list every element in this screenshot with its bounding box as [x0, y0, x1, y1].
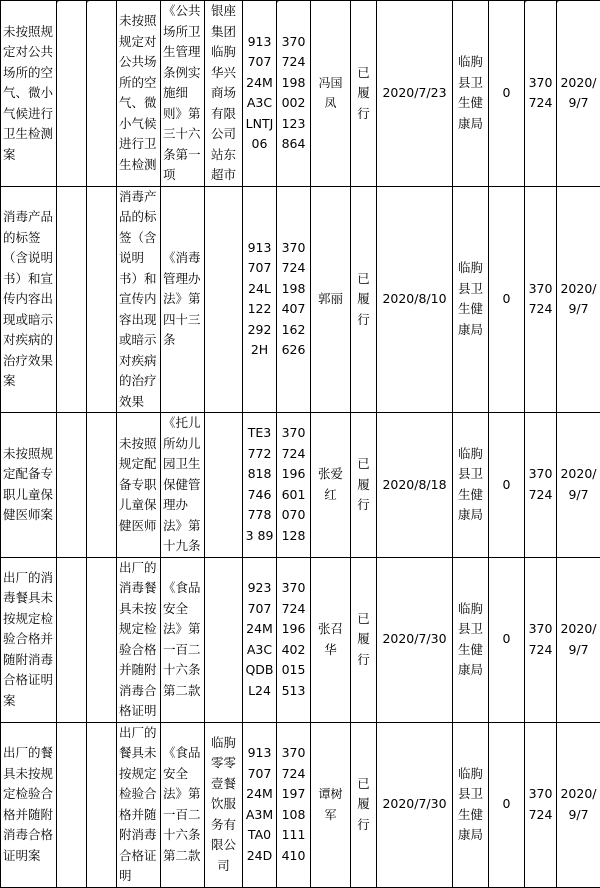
publish-date-cell: 2020/9/7 [557, 186, 600, 413]
legal-basis-cell: 《食品安全法》第一百二十六条第二款 [161, 557, 205, 722]
area-code-cell: 370724 [525, 1, 557, 187]
status-cell: 已履行 [351, 722, 377, 887]
table-row [1, 722, 600, 887]
area-code-cell: 370724 [525, 186, 557, 413]
credit-code-cell: 91370724MA3CLNTJ06 [243, 1, 277, 187]
credit-code-cell: 91370724L1222922H [243, 186, 277, 413]
party-name-cell [205, 557, 243, 722]
area-code-cell: 370724 [525, 722, 557, 887]
amount-cell: 0 [489, 413, 525, 558]
violation-fact-cell: 消毒产品的标签（含说明书）和宣传内容出现或暗示对疾病的治疗效果 [117, 186, 161, 413]
empty-cell [57, 1, 87, 187]
empty-cell [57, 186, 87, 413]
doc-number-cell: 370724196402015513 [277, 557, 311, 722]
decision-date-cell: 2020/7/30 [377, 722, 453, 887]
case-reason-cell: 出厂的消毒餐具未按规定检验合格并随附消毒合格证明案 [1, 557, 57, 722]
legal-person-cell: 谭树军 [311, 722, 351, 887]
table-row [1, 413, 600, 558]
authority-cell: 临朐县卫生健康局 [453, 1, 489, 187]
status-cell: 已履行 [351, 186, 377, 413]
legal-person-cell: 张爱红 [311, 413, 351, 558]
case-reason-cell: 未按照规定对公共场所的空气、微小气候进行卫生检测案 [1, 1, 57, 187]
credit-code-cell: 92370724MA3CQDBL24 [243, 557, 277, 722]
violation-fact-cell: 未按照规定对公共场所的空气、微小气候进行卫生检测 [117, 1, 161, 187]
doc-number-cell: 370724198407162626 [277, 186, 311, 413]
case-reason-cell: 未按照规定配备专职儿童保健医师案 [1, 413, 57, 558]
authority-cell: 临朐县卫生健康局 [453, 186, 489, 413]
doc-number-cell: 370724197108111410 [277, 722, 311, 887]
violation-fact-cell: 未按照规定配备专职儿童保健医师 [117, 413, 161, 558]
doc-number-cell: 370724196601070128 [277, 413, 311, 558]
amount-cell: 0 [489, 1, 525, 187]
table-row [1, 557, 600, 722]
empty-cell [87, 722, 117, 887]
publish-date-cell: 2020/9/7 [557, 722, 600, 887]
legal-person-cell: 郭丽 [311, 186, 351, 413]
area-code-cell: 370724 [525, 413, 557, 558]
decision-date-cell: 2020/8/18 [377, 413, 453, 558]
legal-basis-cell: 《食品安全法》第一百二十六条第二款 [161, 722, 205, 887]
party-name-cell [205, 186, 243, 413]
status-cell: 已履行 [351, 413, 377, 558]
empty-cell [87, 1, 117, 187]
status-cell: 已履行 [351, 1, 377, 187]
publish-date-cell: 2020/9/7 [557, 557, 600, 722]
amount-cell: 0 [489, 186, 525, 413]
credit-code-cell: TE37728187467783 89 [243, 413, 277, 558]
party-name-cell: 银座集团临朐华兴商场有限公司站东超市 [205, 1, 243, 187]
amount-cell: 0 [489, 557, 525, 722]
authority-cell: 临朐县卫生健康局 [453, 413, 489, 558]
doc-number-cell: 370724198002123864 [277, 1, 311, 187]
party-name-cell [205, 413, 243, 558]
area-code-cell: 370724 [525, 557, 557, 722]
empty-cell [87, 186, 117, 413]
status-cell: 已履行 [351, 557, 377, 722]
legal-person-cell: 冯国凤 [311, 1, 351, 187]
decision-date-cell: 2020/7/30 [377, 557, 453, 722]
legal-person-cell: 张召华 [311, 557, 351, 722]
authority-cell: 临朐县卫生健康局 [453, 722, 489, 887]
decision-date-cell: 2020/7/23 [377, 1, 453, 187]
empty-cell [87, 413, 117, 558]
authority-cell: 临朐县卫生健康局 [453, 557, 489, 722]
empty-cell [57, 557, 87, 722]
violation-fact-cell: 出厂的餐具未按规定检验合格并随附消毒合格证明 [117, 722, 161, 887]
empty-cell [57, 722, 87, 887]
decision-date-cell: 2020/8/10 [377, 186, 453, 413]
table-row [1, 1, 600, 187]
publish-date-cell: 2020/9/7 [557, 413, 600, 558]
legal-basis-cell: 《公共场所卫生管理条例实施细则》第三十六条第一项 [161, 1, 205, 187]
violation-fact-cell: 出厂的消毒餐具未按规定检验合格并随附消毒合格证明 [117, 557, 161, 722]
table-body [1, 1, 600, 888]
amount-cell: 0 [489, 722, 525, 887]
party-name-cell: 临朐零零壹餐饮服务有限公司 [205, 722, 243, 887]
case-reason-cell: 出厂的餐具未按规定检验合格并随附消毒合格证明案 [1, 722, 57, 887]
legal-basis-cell: 《托儿所幼儿园卫生保健管理办法》第十九条 [161, 413, 205, 558]
credit-code-cell: 91370724MA3MTA024D [243, 722, 277, 887]
publish-date-cell: 2020/9/7 [557, 1, 600, 187]
case-reason-cell: 消毒产品的标签（含说明书）和宣传内容出现或暗示对疾病的治疗效果案 [1, 186, 57, 413]
empty-cell [87, 557, 117, 722]
empty-cell [57, 413, 87, 558]
table-row [1, 186, 600, 413]
legal-basis-cell: 《消毒管理办法》第四十三条 [161, 186, 205, 413]
